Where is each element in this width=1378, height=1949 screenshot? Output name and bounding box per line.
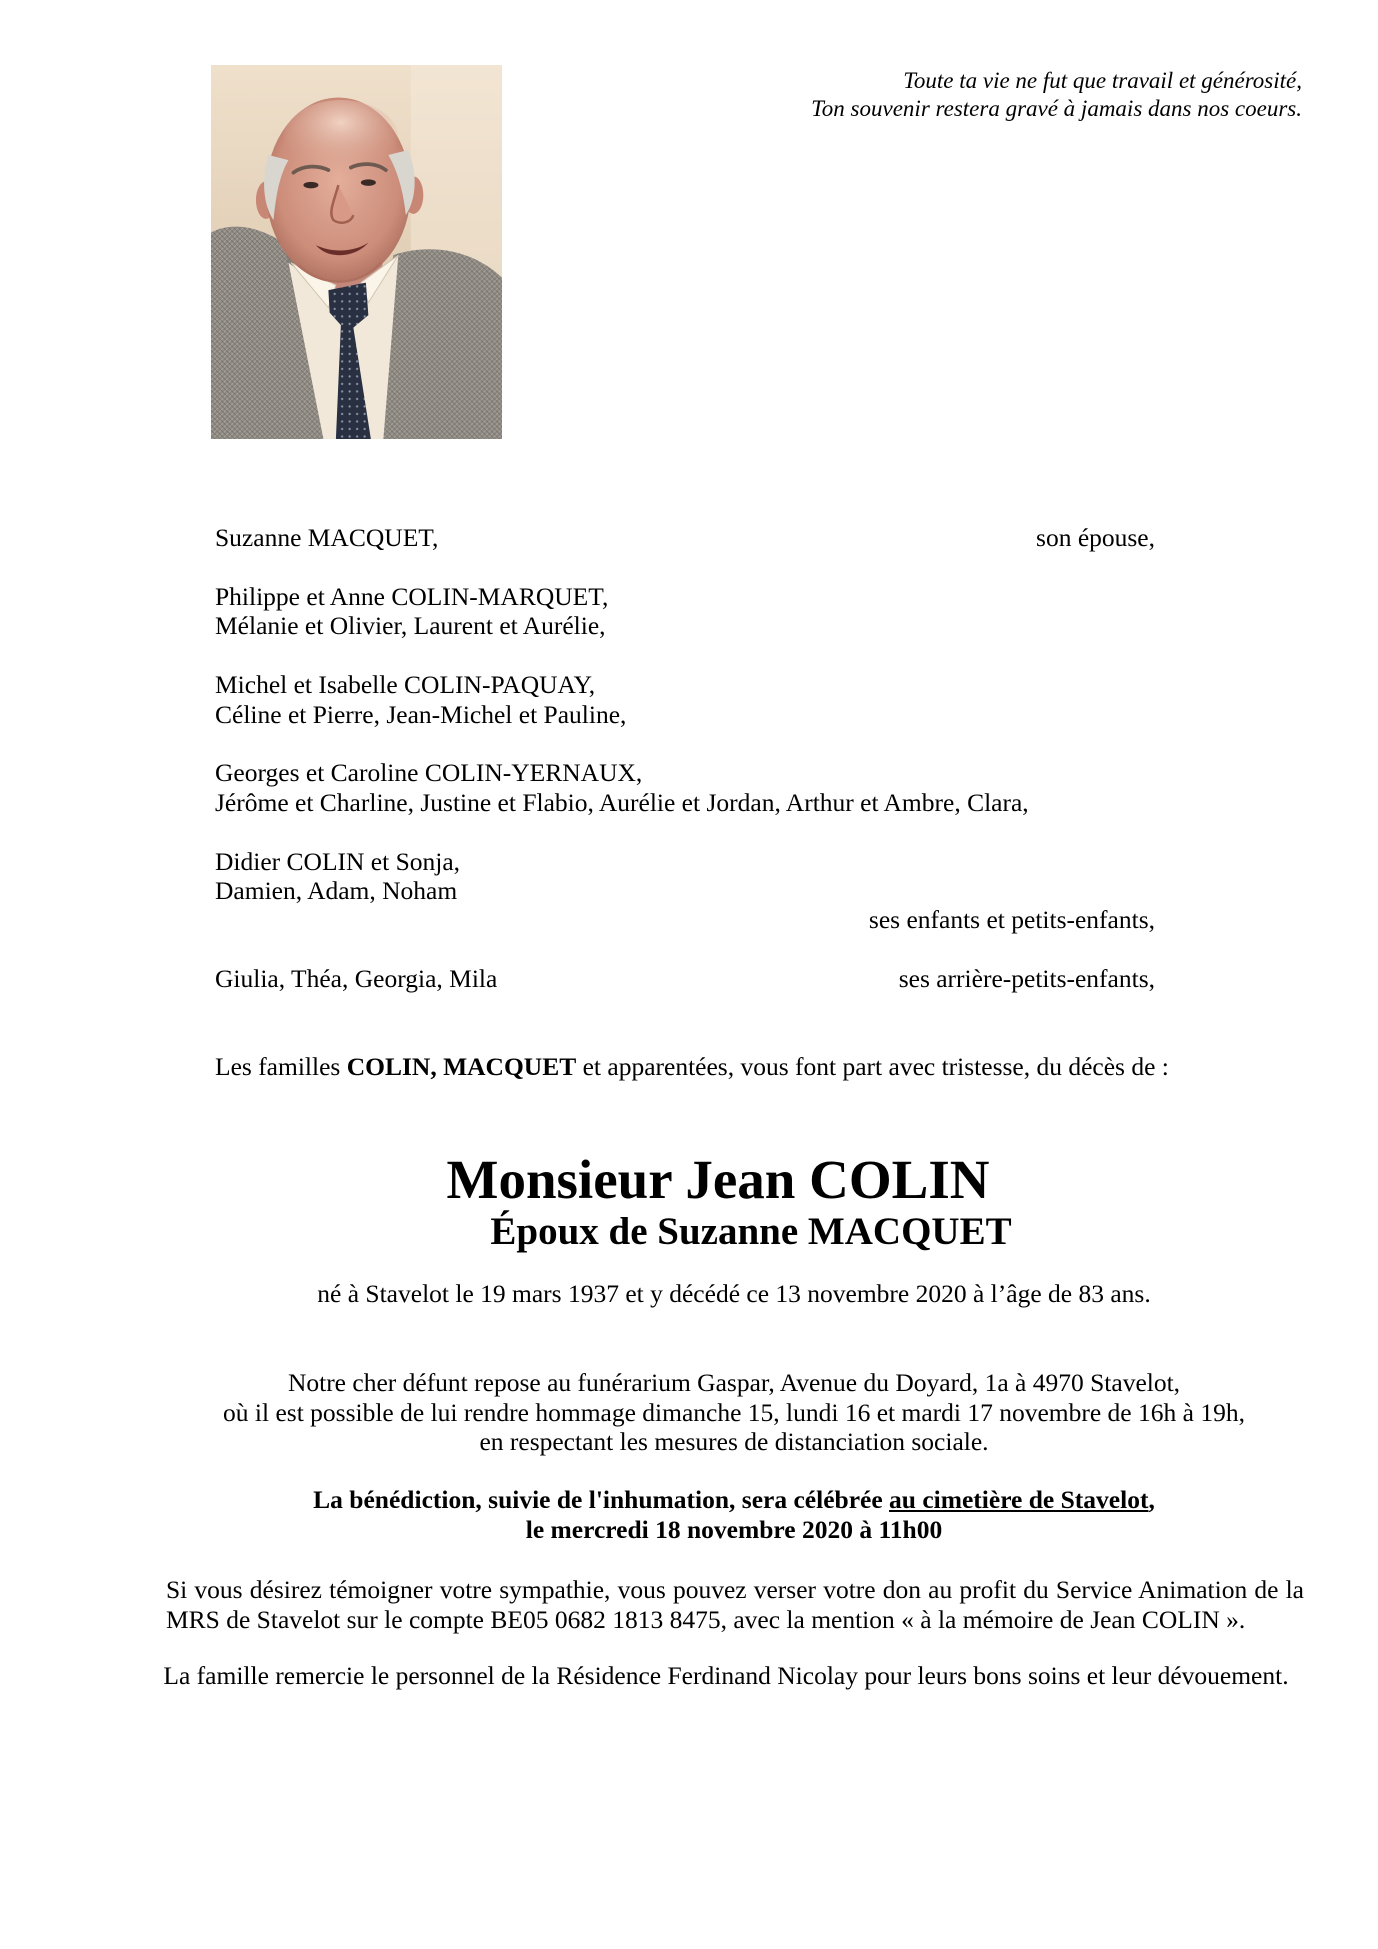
children-group bbox=[215, 582, 1155, 641]
donation-line: MRS de Stavelot sur le compte BE05 0682 1813 8475, avec la mention « à la mémoire de Jean COLIN ». bbox=[166, 1604, 1246, 1634]
child-couple: Philippe et Anne COLIN-MARQUET, bbox=[215, 582, 609, 612]
spouse-row bbox=[215, 523, 1155, 552]
great-grandchildren-names: Giulia, Théa, Georgia, Mila bbox=[215, 964, 498, 994]
spouse-name: Suzanne MACQUET, bbox=[215, 523, 439, 553]
grandchildren: Damien, Adam, Noham bbox=[215, 875, 458, 905]
grandchildren: Céline et Pierre, Jean-Michel et Pauline, bbox=[215, 699, 627, 729]
portrait-photo bbox=[211, 65, 502, 439]
visitation-line: en respectant les mesures de distanciation sociale. bbox=[479, 1427, 989, 1457]
portrait-image bbox=[211, 65, 502, 439]
children-group bbox=[215, 847, 1155, 906]
grandchildren: Jérôme et Charline, Justine et Flabio, Aurélie et Jordan, Arthur et Ambre, Clara, bbox=[215, 787, 1029, 817]
children-relation: ses enfants et petits-enfants, bbox=[868, 905, 1155, 935]
visitation-line: Notre cher défunt repose au funérarium Gaspar, Avenue du Doyard, 1a à 4970 Stavelot, bbox=[287, 1368, 1181, 1398]
great-grandchildren-relation: ses arrière-petits-enfants, bbox=[898, 964, 1155, 994]
deceased-name: Monsieur Jean COLIN bbox=[446, 1149, 990, 1210]
grandchildren: Mélanie et Olivier, Laurent et Aurélie, bbox=[215, 611, 606, 641]
announcement bbox=[215, 1052, 1169, 1081]
ceremony-line bbox=[134, 1485, 1334, 1514]
child-couple: Didier COLIN et Sonja, bbox=[215, 846, 461, 876]
thanks-line: La famille remercie le personnel de la Résidence Ferdinand Nicolay pour leurs bons soins et leur dévouement. bbox=[163, 1661, 1289, 1691]
family-list bbox=[215, 523, 1155, 993]
announcement-before: Les familles bbox=[215, 1052, 347, 1082]
ceremony-info bbox=[134, 1485, 1334, 1544]
children-group bbox=[215, 758, 1155, 817]
child-couple: Michel et Isabelle COLIN-PAQUAY, bbox=[215, 670, 596, 700]
donation-info bbox=[166, 1575, 1304, 1634]
children-group bbox=[215, 670, 1155, 729]
visitation-line: où il est possible de lui rendre hommage dimanche 15, lundi 16 et mardi 17 novembre de 16h à 19h, bbox=[223, 1397, 1245, 1427]
ceremony-date: le mercredi 18 novembre 2020 à 11h00 bbox=[525, 1514, 943, 1544]
epigraph bbox=[600, 67, 1302, 123]
ceremony-place: au cimetière de Stavelot bbox=[889, 1485, 1149, 1515]
spouse-relation: son épouse, bbox=[1036, 523, 1155, 553]
epigraph-line: Toute ta vie ne fut que travail et générosité, bbox=[903, 68, 1302, 93]
announcement-families: COLIN, MACQUET bbox=[346, 1052, 577, 1082]
epigraph-line: Ton souvenir restera gravé à jamais dans nos coeurs. bbox=[811, 96, 1302, 121]
child-couple: Georges et Caroline COLIN-YERNAUX, bbox=[215, 758, 643, 788]
birth-death-line: né à Stavelot le 19 mars 1937 et y décédé ce 13 novembre 2020 à l’âge de 83 ans. bbox=[317, 1279, 1151, 1309]
ceremony-text: La bénédiction, suivie de l'inhumation, sera célébrée bbox=[313, 1485, 890, 1515]
announcement-after: et apparentées, vous font part avec tristesse, du décès de : bbox=[576, 1052, 1169, 1082]
great-grandchildren-row bbox=[215, 964, 1155, 993]
visitation-info bbox=[134, 1368, 1334, 1456]
ceremony-punctuation: , bbox=[1148, 1485, 1155, 1515]
deceased-spouse-line: Époux de Suzanne MACQUET bbox=[490, 1209, 1012, 1253]
donation-line: Si vous désirez témoigner votre sympathie, vous pouvez verser votre don au profit du Service Animation de la bbox=[166, 1575, 1304, 1605]
